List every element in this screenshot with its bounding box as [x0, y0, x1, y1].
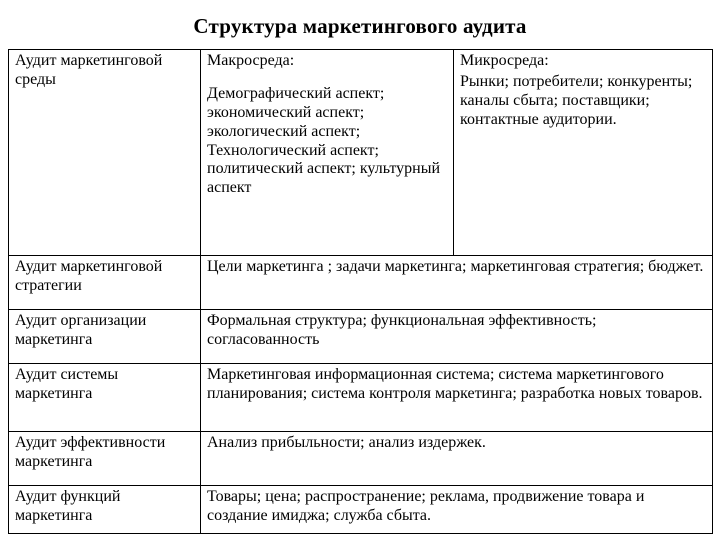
micro-environment-header: Микросреда:: [460, 52, 549, 69]
row-label: Аудит эффективности маркетинга: [15, 434, 166, 470]
macro-environment-body: Демографический аспект; экономический аспект; экологический аспект; Технологический аспект; политический аспект; культурный аспект: [207, 84, 441, 197]
row-label-cell: [9, 256, 201, 310]
row-content: Анализ прибыльности; анализ издержек.: [207, 434, 486, 451]
row-content-cell: [201, 486, 713, 534]
row-label: Аудит системы маркетинга: [15, 366, 119, 402]
row-label: Аудит организации маркетинга: [15, 312, 147, 348]
macro-environment-header: Макросреда:: [207, 52, 295, 69]
row-label-cell: [9, 364, 201, 432]
row-content: Маркетинговая информационная система; система маркетингового планирования; система контроля маркетинга; разработка новых товаров.: [207, 366, 703, 402]
row-label-cell: [9, 432, 201, 486]
table-row-system: [9, 364, 713, 432]
row-content-cell: [201, 256, 713, 310]
row-label: Аудит маркетинговой среды: [15, 52, 163, 88]
row-content: Товары; цена; распространение; реклама, продвижение товара и создание имиджа; служба сбыта.: [207, 488, 645, 524]
table-row-strategy: [9, 256, 713, 310]
row-label: Аудит функций маркетинга: [15, 488, 121, 524]
table-row-organization: [9, 310, 713, 364]
micro-environment-cell: [454, 50, 713, 256]
row-content-cell: [201, 310, 713, 364]
row-label: Аудит маркетинговой стратегии: [15, 258, 163, 294]
row-content-cell: [201, 432, 713, 486]
row-label-cell: [9, 486, 201, 534]
row-content-cell: [201, 364, 713, 432]
page-title: Структура маркетингового аудита: [193, 14, 527, 38]
row-content: Цели маркетинга ; задачи маркетинга; маркетинговая стратегия; бюджет.: [207, 258, 704, 275]
row-label-cell: [9, 50, 201, 256]
table-row-environment: [9, 50, 713, 256]
row-label-cell: [9, 310, 201, 364]
row-content: Формальная структура; функциональная эффективность; согласованность: [207, 312, 597, 348]
audit-structure-table: [8, 49, 713, 534]
macro-environment-cell: [201, 50, 454, 256]
table-row-functions: [9, 486, 713, 534]
table-row-efficiency: [9, 432, 713, 486]
micro-environment-body: Рынки; потребители; конкуренты; каналы сбыта; поставщики; контактные аудитории.: [460, 72, 693, 128]
